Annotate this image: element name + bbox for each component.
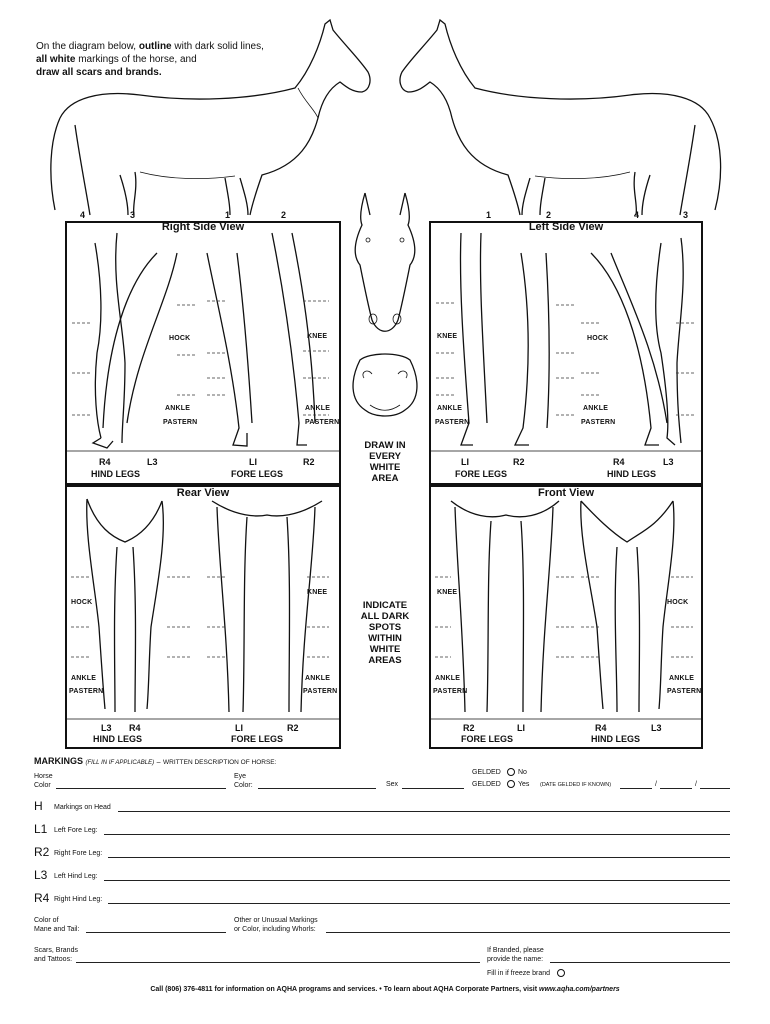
leg-code: R4 [129, 723, 141, 733]
leg-code: R2 [287, 723, 299, 733]
scars-field[interactable] [76, 962, 480, 963]
right-hind-leg-field[interactable] [108, 903, 730, 904]
label-pastern: PASTERN [667, 688, 702, 695]
footer [0, 986, 770, 993]
label-line: Mane and Tail: [34, 926, 80, 933]
other-markings-label [234, 916, 318, 934]
label-line: Other or Unusual Markings [234, 917, 318, 924]
label-pastern: PASTERN [435, 419, 470, 426]
draw-in-line: EVERY [369, 451, 401, 462]
indicate-line: INDICATE [362, 600, 408, 611]
group-label: HIND LEGS [607, 469, 657, 479]
label-line: Color [34, 782, 51, 789]
leg-code: L3 [651, 723, 662, 733]
instr-bold: outline [138, 41, 172, 52]
label-pastern: PASTERN [69, 688, 104, 695]
row-label: Markings on Head [54, 804, 111, 811]
date-year-field[interactable] [700, 788, 730, 789]
eye-color-label [234, 772, 253, 790]
sex-field[interactable] [402, 788, 464, 789]
leg-code: R4 [595, 723, 607, 733]
right-fore-leg-field[interactable] [108, 857, 730, 858]
group-label: HIND LEGS [591, 734, 641, 744]
indicate-line: WHITE [369, 644, 401, 655]
instr-text: with dark solid lines, [171, 41, 264, 52]
leg-code: L3 [663, 457, 674, 467]
gelded-yes-radio[interactable] [507, 780, 515, 788]
label-ankle: ANKLE [669, 675, 695, 682]
leg-number: 3 [130, 210, 136, 220]
row-label: Left Hind Leg: [54, 873, 98, 880]
row-code-l3: L3 [34, 868, 48, 882]
leg-code: R4 [99, 457, 111, 467]
label-ankle: ANKLE [435, 675, 461, 682]
gelded-no-radio[interactable] [507, 768, 515, 776]
indicate-text [345, 600, 425, 666]
instr-bold: all white [36, 54, 76, 65]
markings-fill-note: (FILL IN IF APPLICABLE) [85, 760, 155, 766]
indicate-line: WITHIN [368, 633, 402, 644]
group-label: FORE LEGS [455, 469, 508, 479]
label-pastern: PASTERN [433, 688, 468, 695]
left-hind-leg-field[interactable] [104, 880, 730, 881]
label-ankle: ANKLE [305, 675, 331, 682]
row-code-r2: R2 [34, 845, 50, 859]
label-pastern: PASTERN [163, 419, 198, 426]
leg-number: 2 [281, 210, 287, 220]
leg-code: LI [249, 457, 257, 467]
scars-label [34, 946, 78, 964]
panel-left-side-view [429, 221, 703, 485]
indicate-line: SPOTS [368, 622, 402, 633]
group-label: FORE LEGS [461, 734, 514, 744]
row-code-l1: L1 [34, 822, 48, 836]
label-pastern: PASTERN [303, 688, 338, 695]
markings-title: MARKINGS [34, 756, 83, 766]
label-line: Color: [234, 782, 253, 789]
date-month-field[interactable] [620, 788, 652, 789]
horse-color-field[interactable] [56, 788, 226, 789]
label-ankle: ANKLE [437, 405, 463, 412]
label-knee: KNEE [437, 589, 458, 596]
legs-drawing [431, 487, 701, 747]
no-label: No [518, 769, 527, 776]
head-markings-field[interactable] [118, 811, 730, 812]
leg-code: L3 [101, 723, 112, 733]
row-label: Left Fore Leg: [54, 827, 98, 834]
label-ankle: ANKLE [583, 405, 609, 412]
date-slash: / [655, 781, 657, 788]
leg-code: R2 [513, 457, 525, 467]
footer-link[interactable]: www.aqha.com/partners [539, 986, 620, 993]
mane-tail-label [34, 916, 79, 934]
date-day-field[interactable] [660, 788, 692, 789]
gelded-yes-label: GELDED [472, 781, 501, 788]
row-code-h: H [34, 799, 43, 813]
panel-rear-view [65, 485, 341, 749]
label-knee: KNEE [437, 333, 458, 340]
instr-text: markings of the horse, and [75, 54, 197, 65]
instr-bold: draw all scars and brands. [36, 67, 162, 78]
leg-code: LI [461, 457, 469, 467]
head-front-drawing [340, 185, 430, 345]
label-line: If Branded, please [487, 947, 544, 954]
label-hock: HOCK [667, 599, 689, 606]
instr-text: On the diagram below, [36, 41, 139, 52]
legs-drawing [67, 223, 339, 483]
other-markings-field[interactable] [326, 932, 730, 933]
label-line: Eye [234, 773, 247, 780]
date-gelded-label: (DATE GELDED IF KNOWN) [540, 782, 612, 788]
label-line: or Color, including Whorls: [234, 926, 316, 933]
yes-label: Yes [518, 781, 530, 788]
label-hock: HOCK [169, 335, 191, 342]
panel-front-view [429, 485, 703, 749]
label-ankle: ANKLE [71, 675, 97, 682]
label-pastern: PASTERN [305, 419, 340, 426]
label-hock: HOCK [587, 335, 609, 342]
sex-label: Sex [386, 781, 399, 788]
date-slash: / [695, 781, 697, 788]
group-label: HIND LEGS [91, 469, 141, 479]
freeze-brand-label: Fill in if freeze brand [487, 970, 551, 977]
gelded-no-label: GELDED [472, 769, 501, 776]
leg-number: 3 [683, 210, 689, 220]
label-knee: KNEE [307, 333, 328, 340]
leg-number: 2 [546, 210, 552, 220]
label-line: provide the name: [487, 956, 544, 963]
left-fore-leg-field[interactable] [104, 834, 730, 835]
leg-code: R2 [463, 723, 475, 733]
legs-drawing [431, 223, 701, 483]
group-label: FORE LEGS [231, 469, 284, 479]
markings-desc: WRITTEN DESCRIPTION OF HORSE: [163, 759, 277, 766]
draw-in-line: AREA [371, 473, 399, 484]
label-line: Color of [34, 917, 59, 924]
draw-in-line: WHITE [369, 462, 401, 473]
horse-color-label [34, 772, 53, 790]
leg-code: R4 [613, 457, 625, 467]
label-ankle: ANKLE [305, 405, 331, 412]
indicate-line: ALL DARK [360, 611, 410, 622]
leg-number: 4 [80, 210, 86, 220]
leg-number: 1 [225, 210, 231, 220]
label-line: and Tattoos: [34, 956, 73, 963]
label-pastern: PASTERN [581, 419, 616, 426]
leg-number: 4 [634, 210, 640, 220]
label-ankle: ANKLE [165, 405, 191, 412]
row-label: Right Fore Leg: [54, 850, 103, 857]
indicate-line: AREAS [368, 655, 402, 666]
freeze-brand-radio[interactable] [557, 969, 565, 977]
panel-right-side-view [65, 221, 341, 485]
label-line: Horse [34, 773, 53, 780]
mane-tail-field[interactable] [86, 932, 226, 933]
label-knee: KNEE [307, 589, 328, 596]
markings-dash: – [156, 759, 161, 766]
draw-in-text [345, 440, 425, 484]
panel-title: Front View [537, 487, 595, 499]
group-label: FORE LEGS [231, 734, 284, 744]
brand-name-field[interactable] [550, 962, 730, 963]
group-label: HIND LEGS [93, 734, 143, 744]
branded-label [487, 946, 544, 964]
eye-color-field[interactable] [258, 788, 376, 789]
legs-drawing [67, 487, 339, 747]
panel-title: Right Side View [161, 221, 245, 233]
draw-in-line: DRAW IN [364, 440, 406, 451]
footer-text: Call (806) 376-4811 for information on AQHA programs and services. • To learn about AQHA Corporate Partners, visit [150, 986, 540, 993]
row-code-r4: R4 [34, 891, 50, 905]
panel-title: Left Side View [528, 221, 604, 233]
leg-code: L3 [147, 457, 158, 467]
label-line: Scars, Brands [34, 947, 78, 954]
leg-code: R2 [303, 457, 315, 467]
leg-number: 1 [486, 210, 492, 220]
muzzle-drawing [340, 350, 430, 430]
leg-code: LI [517, 723, 525, 733]
markings-header [34, 756, 276, 766]
label-hock: HOCK [71, 599, 93, 606]
row-label: Right Hind Leg: [54, 896, 103, 903]
panel-title: Rear View [176, 487, 230, 499]
leg-code: LI [235, 723, 243, 733]
